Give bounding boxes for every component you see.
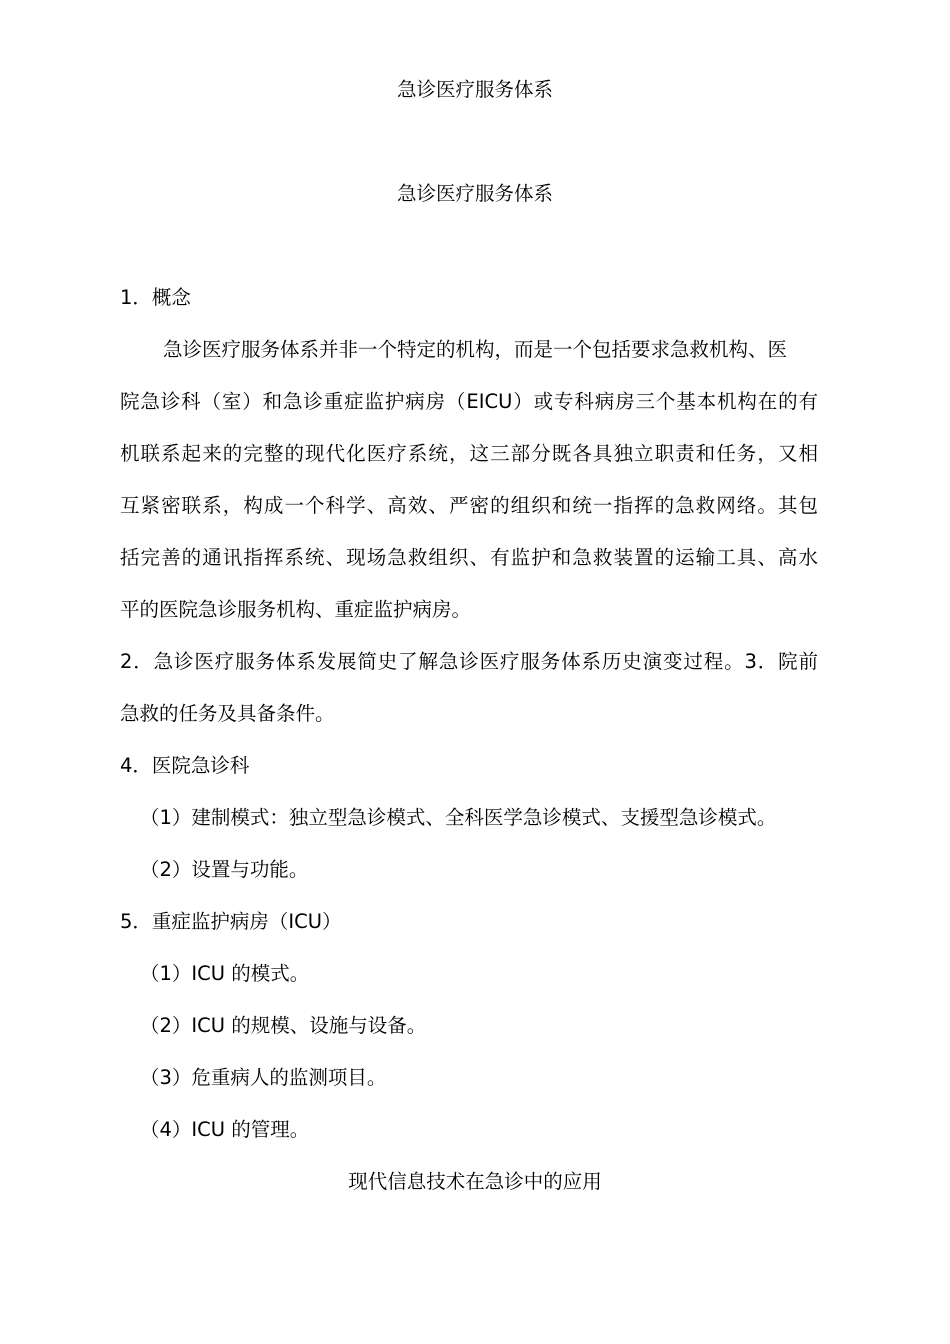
section-4-item: （2）设置与功能。: [140, 858, 309, 881]
section-1-paragraph-line: 平的医院急诊服务机构、重症监护病房。: [120, 598, 472, 621]
section-1-paragraph-line: 急诊医疗服务体系并非一个特定的机构，而是一个包括要求急救机构、医: [163, 338, 788, 361]
section-2-paragraph-line: 2．急诊医疗服务体系发展简史了解急诊医疗服务体系历史演变过程。3．院前: [120, 650, 818, 673]
section-5-item: （3）危重病人的监测项目。: [140, 1066, 387, 1089]
section-5-item: （4）ICU 的管理。: [140, 1118, 310, 1141]
next-section-title: 现代信息技术在急诊中的应用: [348, 1170, 602, 1193]
section-5-item: （2）ICU 的规模、设施与设备。: [140, 1014, 427, 1037]
document-title: 急诊医疗服务体系: [396, 182, 553, 205]
section-4-heading: 4．医院急诊科: [120, 754, 250, 777]
section-5-item: （1）ICU 的模式。: [140, 962, 310, 985]
section-5-heading: 5．重症监护病房（ICU）: [120, 910, 342, 933]
section-1-paragraph-line: 互紧密联系，构成一个科学、高效、严密的组织和统一指挥的急救网络。其包: [120, 494, 818, 517]
header-title: 急诊医疗服务体系: [396, 78, 553, 101]
section-1-paragraph-line: 机联系起来的完整的现代化医疗系统，这三部分既各具独立职责和任务，又相: [120, 442, 818, 465]
section-4-item: （1）建制模式：独立型急诊模式、全科医学急诊模式、支援型急诊模式。: [140, 806, 777, 829]
section-1-paragraph-line: 院急诊科（室）和急诊重症监护病房（EICU）或专科病房三个基本机构在的有: [120, 390, 818, 413]
section-2-paragraph-line: 急救的任务及具备条件。: [120, 702, 335, 725]
section-1-heading: 1．概念: [120, 286, 191, 309]
section-1-paragraph-line: 括完善的通讯指挥系统、现场急救组织、有监护和急救装置的运输工具、高水: [120, 546, 818, 569]
